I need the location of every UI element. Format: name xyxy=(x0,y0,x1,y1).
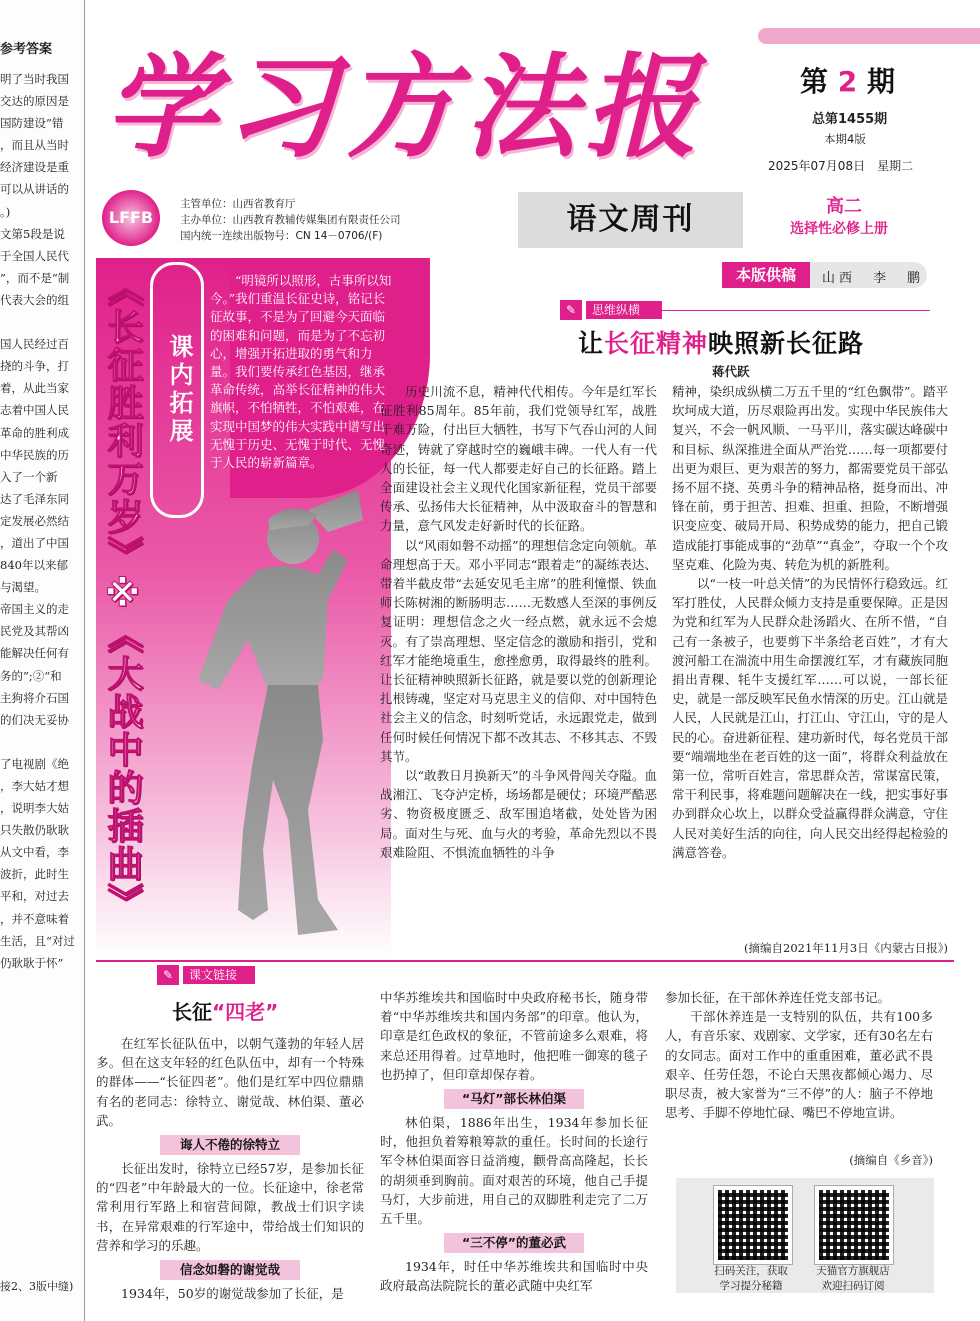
link-label: 课文链接 xyxy=(183,966,255,984)
publisher-logo: LFFB xyxy=(102,190,160,246)
grade-label: 高二 xyxy=(826,196,862,217)
article-author: 蒋代跃 xyxy=(712,364,750,379)
page-count: 本期4版 xyxy=(824,132,866,146)
answer-strip-line: 可以从讲话的 xyxy=(0,182,69,197)
total-issue: 总第1455期 xyxy=(812,112,888,127)
link-paragraph: 1934年，时任中华苏维埃共和国临时中央政府最高法院院长的董必武随中央红军 xyxy=(380,1259,648,1294)
link-column-3 xyxy=(665,988,933,1122)
link-subheading: “马灯”部长林伯渠 xyxy=(444,1089,584,1109)
answer-strip-line: 定发展必然结 xyxy=(0,513,69,528)
article-headline: 让长征精神映照新长征路 xyxy=(578,329,865,358)
answer-strip-line: 代表大会的组 xyxy=(0,292,69,307)
answer-strip-line: 民党及其帮凶 xyxy=(0,624,69,639)
column-label: 思维纵横 xyxy=(586,301,662,319)
link-paragraph: 干部休养连是一支特别的队伍，共有100多人，有音乐家、戏剧家、文学家，还有30名左右的女同志。面对工作中的重重困难，董必武不畏艰辛、任劳任怨，不论白天黑夜都倾心竭力、尽职尽责，被大家誉为“三不停”的人：脑子不停地思考、手脚不停地忙碌、嘴巴不停地宣讲。 xyxy=(665,1009,933,1121)
section-title: 语文周刊 xyxy=(518,192,743,248)
source-label: 本版供稿 xyxy=(722,262,810,288)
header-pink-bar xyxy=(758,28,980,44)
answer-strip-line: ，道出了中国 xyxy=(0,535,69,550)
link-column-2 xyxy=(380,988,648,1296)
answer-strip-footer: 接2、3版中缝) xyxy=(0,1280,74,1293)
link-excerpt-source: (摘编自《乡音》) xyxy=(849,1153,933,1167)
qr-caption-line: 天猫官方旗舰店 xyxy=(816,1265,890,1277)
column-divider xyxy=(660,310,930,311)
song-titles: 《长征胜利万岁》※《大战中的插曲》 xyxy=(102,270,143,921)
answer-strip-line: 国防建设”错 xyxy=(0,116,64,131)
answer-strip-line: 于全国人民代 xyxy=(0,248,69,263)
answer-strip-line xyxy=(0,311,80,333)
column-icon: ✎ xyxy=(560,300,582,320)
qr-caption-line: 欢迎扫码订阅 xyxy=(821,1280,885,1292)
link-icon: ✎ xyxy=(157,965,179,985)
answer-strip-title: 参考答案 xyxy=(0,42,53,57)
bugler-silhouette-image xyxy=(158,480,408,950)
qr-caption-wechat xyxy=(696,1264,806,1294)
source-name: 山西 李 鹏 xyxy=(822,271,925,286)
link-title: 长征“四老” xyxy=(172,1000,279,1024)
publish-date: 2025年07月08日 星期二 xyxy=(768,159,914,173)
article-paragraph: 精神，染织成纵横二万五千里的“红色飘带”。踏平坎坷成大道，历尽艰险再出发。实现中华民族伟大复兴，不会一帆风顺、一马平川，落实碳达峰碳中和目标、纵深推进全面从严治党……每一项都要付出更为艰巨、更为艰苦的努力，都需要党员干部弘扬不屈不挠、英勇斗争的精神品格，挺身而出、冲锋在前，勇于担苦、担难、担重、担险，不断增强识变应变、破局开局、积势成势的能力，把自己锻造成能打事能成事的“劲草”“真金”，夺取一个个攻坚克难、化险为夷、转危为机的新胜利。 xyxy=(672,384,948,572)
answer-strip-line: 波折，此时生 xyxy=(0,867,69,882)
answer-strip-lines xyxy=(0,68,80,974)
answer-strip-line: 交达的原因是 xyxy=(0,94,69,109)
answer-strip-line: 着，从此当家 xyxy=(0,381,69,396)
answer-strip-line: 革命的胜利成 xyxy=(0,425,69,440)
article-paragraph: 历史川流不息，精神代代相传。今年是红军长征胜利85周年。85年前，我们党领导红军，战胜千难万险，付出巨大牺牲，书写下气吞山河的人间奇迹，铸就了穿越时空的巍峨丰碑。一代人有一代人的长征，每一代人都要走好自己的长征路。踏上全面建设社会主义现代化国家新征程，党员干部要传承、弘扬伟大长征精神，从中汲取奋斗的智慧和力量，意气风发走好新时代的长征路。 xyxy=(380,384,657,534)
answer-strip-line: ，李大姑才想 xyxy=(0,779,69,793)
answer-strip-line: 务的”;②“和 xyxy=(0,668,62,683)
wechat-qr-code[interactable] xyxy=(714,1186,792,1264)
answer-strip-line: 生活，且“对过 xyxy=(0,933,75,948)
answer-strip-line: 了电视剧《绝 xyxy=(0,756,69,771)
link-column-1 xyxy=(96,1034,364,1303)
qr-caption-line: 扫码关注，获取 xyxy=(714,1265,788,1277)
section-divider xyxy=(96,960,954,962)
link-paragraph: 中华苏维埃共和国临时中央政府秘书长，随身带着“中华苏维埃共和国内务部”的印章。他认为，印章是红色政权的象征，不管前途多么艰难，将来总还用得着。过草地时，他把唯一御寒的毯子也扔掉了，但印章却保存着。 xyxy=(380,990,648,1082)
link-paragraph: 在红军长征队伍中，以朝气蓬勃的年轻人居多。但在这支年轻的红色队伍中，却有一个特殊的群体——“长征四老”。他们是红军中四位鼎鼎有名的老同志：徐特立、谢觉哉、林伯渠、董必武。 xyxy=(96,1036,364,1128)
publisher-line: 主办单位：山西教育教辅传媒集团有限责任公司 xyxy=(180,214,401,226)
course-label: 选择性必修上册 xyxy=(790,221,888,237)
answer-strip-line: 的们决无妥协 xyxy=(0,712,69,727)
link-subheading: “三不停”的董必武 xyxy=(444,1233,584,1253)
answer-strip-line: 中华民族的历 xyxy=(0,447,69,462)
feature-quote: “明镜所以照形，古事所以知今。”我们重温长征史诗，铭记长征故事，不是为了回避今天面临的困难和问题，而是为了不忘初心，增强开拓进取的勇气和力量。我们要传承红色基因，继承革命传统，高举长征精神的伟大旗帜，不怕牺牲，不怕艰难，在实现中国梦的伟大实践中谱写出无愧于历史、无愧于时代、无愧于人民的崭新篇章。 xyxy=(210,273,392,471)
link-paragraph: 参加长征，在干部休养连任党支部书记。 xyxy=(665,990,891,1005)
link-subheading: 信念如磐的谢觉哉 xyxy=(160,1260,300,1280)
answer-strip xyxy=(0,0,85,1321)
answer-strip-line: 能解决任何有 xyxy=(0,646,69,661)
answer-strip-line: 入了一个新 xyxy=(0,469,58,484)
answer-strip-line: 与渴望。 xyxy=(0,580,46,595)
answer-strip-line: 国人民经过百 xyxy=(0,337,69,352)
answer-strip-line: 主狗将介石国 xyxy=(0,690,69,705)
answer-strip-line: ，而且从当时 xyxy=(0,138,69,153)
feature-tag: 课内拓展 xyxy=(150,262,204,518)
link-paragraph: 林伯渠，1886年出生，1934年参加长征时，他担负着筹粮筹款的重任。长时间的长途行军令林伯渠面容日益消瘦，颧骨高高隆起，长长的胡须垂到胸前。面对艰苦的环境，他自己手提马灯，大步前进，用自己的双脚胜利走完了二万五千里。 xyxy=(380,1115,648,1227)
link-paragraph: 长征出发时，徐特立已经57岁，是参加长征的“四老”中年龄最大的一位。长征途中，徐老常常利用行军路上和宿营间隙，教战士们识字读书，在异常艰难的行军途中，带给战士们知识的营养和学习的乐趣。 xyxy=(96,1161,364,1253)
answer-strip-line: 志着中国人民 xyxy=(0,403,69,418)
article-paragraph: 以“风雨如磐不动摇”的理想信念定向领航。革命理想高于天。邓小平同志“跟着走”的凝练表达、带着半截皮带“去延安见毛主席”的胜利憧憬、铁血师长陈树湘的断肠明志……无数感人至深的事例反复证明：理想信念之火一经点燃，就永远不会熄灭。有了崇高理想、坚定信念的激励和指引，党和红军才能绝境重生，愈挫愈勇，取得最终的胜利。让长征精神映照新长征路，就是要以党的创新理论扎根铸魂，坚定对马克思主义的信仰、对中国特色社会主义的信念，时刻听党话，永远跟党走，做到任何时候任何情况下都不改其志、不移其志、不毁其节。 xyxy=(380,537,657,764)
article-paragraph: 以“一枝一叶总关情”的为民情怀行稳致远。红军打胜仗，人民群众倾力支持是重要保障。正是因为党和红军为人民群众赴汤蹈火、在所不惜，“自己有一条被子，也要剪下半条给老百姓”，才有大渡河船工在湍流中用生命摆渡红军，才有藏族同胞捐出青稞、牦牛支援红军……可以说，一部长征史，就是一部反映军民鱼水情深的历史。江山就是人民，人民就是江山，打江山、守江山，守的是人民的心。奋进新征程、建功新时代，每名党员干部要“端端地坐在老百姓的这一面”，将群众利益放在第一位，常听百姓言，常思群众苦，常谋富民策，常干利民事，将难题问题解决在一线，把实事好事办到群众心坎上，以群众受益赢得群众满意，守住人民对美好生活的向往，向人民交出经得起检验的满意答卷。 xyxy=(672,576,948,860)
newspaper-title: 学习方法报 xyxy=(105,42,705,173)
qr-caption-tmall xyxy=(798,1264,908,1294)
link-paragraph: 1934年，50岁的谢觉哉参加了长征，是 xyxy=(121,1286,344,1302)
answer-strip-line: 平和，对过去 xyxy=(0,889,69,904)
publisher-line: 主管单位：山西省教育厅 xyxy=(180,198,296,210)
answer-strip-line: 帝国主义的走 xyxy=(0,602,69,617)
answer-strip-line: 文第5段是说 xyxy=(0,226,65,241)
answer-strip-line: 明了当时我国 xyxy=(0,72,69,86)
article-paragraph: 以“敢教日月换新天”的斗争风骨闯关夺隘。血战湘江、飞夺泸定桥，场场都是硬仗；环境严酷恶劣、物资极度匮乏、敌军围追堵截，处处皆为困局。面对生与死、血与火的考验，革命先烈以不畏艰难险阻、不惧流血牺牲的斗争 xyxy=(380,768,657,860)
qr-caption-line: 学习提分秘籍 xyxy=(719,1280,783,1292)
answer-strip-line: 。) xyxy=(0,204,11,219)
answer-strip-line xyxy=(0,731,80,753)
answer-strip-line: 840年以来郁 xyxy=(0,558,68,573)
answer-strip-line: 达了毛泽东同 xyxy=(0,491,69,506)
link-subheading: 诲人不倦的徐特立 xyxy=(160,1135,300,1155)
article-column-1 xyxy=(380,382,657,862)
answer-strip-line: 经济建设是重 xyxy=(0,160,69,175)
answer-strip-line: ，并不意味着 xyxy=(0,911,69,926)
answer-strip-line: 只失散仍耿耿 xyxy=(0,823,69,838)
article-column-2 xyxy=(672,382,948,862)
answer-strip-line: ”，而不是“制 xyxy=(0,270,70,285)
publisher-info xyxy=(180,196,401,244)
answer-strip-line: 从文中看，李 xyxy=(0,845,69,860)
answer-strip-line: 仍耿耿于怀” xyxy=(0,955,64,970)
article-excerpt-source: (摘编自2021年11月3日《内蒙古日报》) xyxy=(744,941,948,955)
tmall-qr-code[interactable] xyxy=(815,1186,893,1264)
answer-strip-line: ，说明李大姑 xyxy=(0,801,69,816)
issue-number: 第 2 期 xyxy=(800,65,896,98)
answer-strip-line: 挠的斗争，打 xyxy=(0,359,69,374)
publisher-line: 国内统一连续出版物号：CN 14－0706/(F) xyxy=(180,230,383,242)
